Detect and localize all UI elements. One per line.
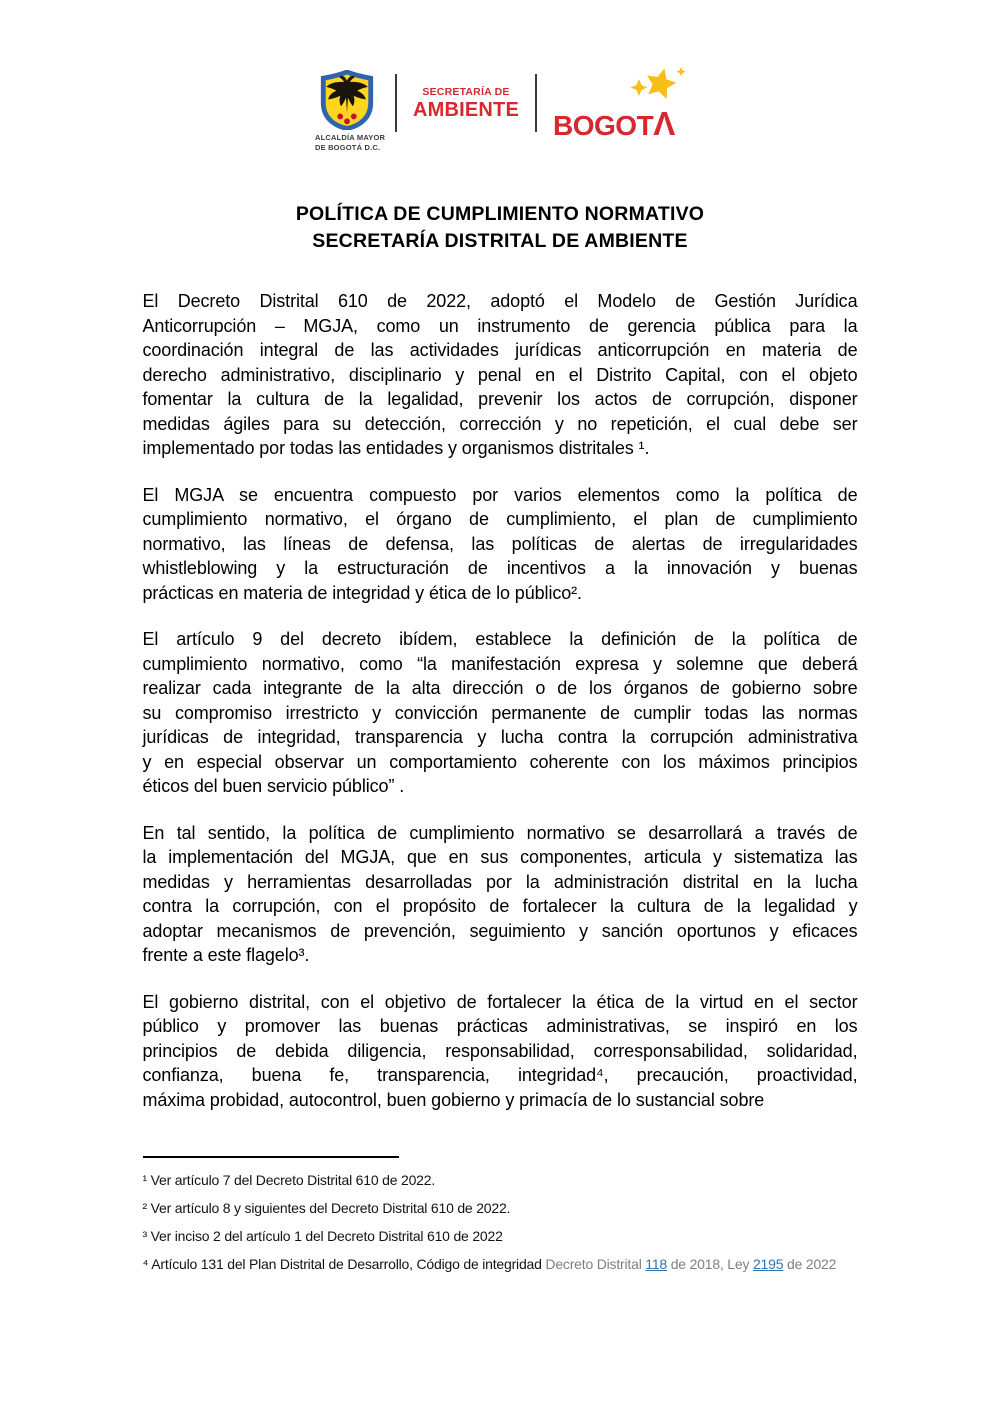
footnote-text: Decreto Distrital — [545, 1256, 646, 1273]
page-title-line2: SECRETARÍA DISTRITAL DE AMBIENTE — [312, 230, 688, 253]
logo-divider — [535, 74, 537, 132]
footnote-text: ¹ Ver artículo 7 del Decreto Distrital 610 de 2022. — [142, 1172, 436, 1189]
paragraph-line: medidas ágiles para su detección, corrección y no repetición, el cual debe ser — [142, 413, 858, 434]
bogota-lambda-glyph: Λ — [653, 105, 676, 142]
paragraph-line: la implementación del MGJA, que en sus componentes, articula y sistematiza las — [142, 847, 858, 868]
paragraph-line: Anticorrupción – MGJA, como un instrumento de gerencia pública para la — [142, 315, 858, 336]
page-title-line1: POLÍTICA DE CUMPLIMIENTO NORMATIVO — [295, 203, 705, 226]
paragraph-line: El MGJA se encuentra compuesto por varios elementos como la política de — [142, 484, 858, 505]
secretaria-label-top: SECRETARÍA DE — [422, 86, 510, 98]
paragraph-line: adoptar mecanismos de prevención, seguimiento y sanción oportunos y eficaces — [142, 920, 858, 941]
paragraph-line: cumplimiento normativo, como “la manifestación expresa y solemne que deberá — [142, 653, 858, 674]
paragraph-line: su compromiso irrestricto y convicción permanente de cumplir todas las normas — [142, 702, 858, 723]
paragraph-line: confianza, buena fe, transparencia, integridad⁴, precaución, proactividad, — [142, 1065, 858, 1086]
paragraph-line: éticos del buen servicio público” . — [142, 776, 405, 797]
paragraph — [143, 627, 858, 799]
footnote — [143, 1222, 858, 1250]
bogota-logo — [553, 66, 685, 142]
paragraph-line: implementado por todas las entidades y organismos distritales ¹. — [142, 438, 650, 459]
paragraph-line: medidas y herramientas desarrolladas por la administración distrital en la lucha — [142, 871, 858, 892]
paragraph-line: principios de debida diligencia, responsabilidad, corresponsabilidad, solidaridad, — [142, 1040, 858, 1061]
logo-divider — [395, 74, 397, 132]
paragraph — [143, 821, 858, 968]
paragraph — [143, 990, 858, 1113]
paragraph-line: contra la corrupción, con el propósito de fortalecer la cultura de la legalidad y — [142, 896, 858, 917]
paragraph-line: En tal sentido, la política de cumplimiento normativo se desarrollará a través de — [142, 822, 858, 843]
paragraph-line: cumplimiento normativo, el órgano de cumplimiento, el plan de cumplimiento — [142, 509, 858, 530]
footnote-text: ³ Ver inciso 2 del artículo 1 del Decreto Distrital 610 de 2022 — [142, 1228, 503, 1245]
paragraph-line: El gobierno distrital, con el objetivo de fortalecer la ética de la virtud en el sector — [142, 991, 858, 1012]
document-body — [143, 289, 858, 1112]
bogota-wordmark — [553, 107, 675, 140]
bogota-wordmark-text: BOGOT — [553, 110, 654, 141]
page-title — [0, 201, 1000, 255]
footnote — [143, 1250, 858, 1278]
footnotes-section — [143, 1156, 858, 1278]
paragraph-line: jurídicas de integridad, transparencia y lucha contra la corrupción administrativa — [142, 727, 858, 748]
paragraph-line: realizar cada integrante de la alta dirección o de los órganos de gobierno sobre — [142, 678, 858, 699]
secretaria-ambiente-logo — [413, 86, 519, 122]
alcaldia-caption-line2: DE BOGOTÁ D.C. — [314, 143, 381, 153]
paragraph-line: fomentar la cultura de la legalidad, prevenir los actos de corrupción, disponer — [142, 389, 858, 410]
footnote-text: de 2022 — [783, 1256, 837, 1273]
header-logo-group — [0, 0, 1000, 153]
footnote-link[interactable]: 118 — [645, 1256, 668, 1273]
coat-of-arms-icon — [319, 70, 375, 130]
alcaldia-caption-line1: ALCALDÍA MAYOR — [314, 133, 386, 142]
paragraph-line: y en especial observar un comportamiento coherente con los máximos principios — [142, 751, 858, 772]
alcaldia-logo — [314, 70, 386, 153]
footnote-text: de 2018, Ley — [667, 1256, 753, 1273]
paragraph-line: coordinación integral de las actividades jurídicas anticorrupción en materia de — [142, 340, 858, 361]
footnote-link[interactable]: 2195 — [752, 1256, 784, 1273]
paragraph-line: El artículo 9 del decreto ibídem, establece la definición de la política de — [142, 629, 858, 650]
paragraph-line: whistleblowing y la estructuración de incentivos a la innovación y buenas — [142, 558, 858, 579]
footnote-list — [143, 1166, 858, 1278]
paragraph-line: público y promover las buenas prácticas administrativas, se inspiró en los — [142, 1016, 858, 1037]
footnote — [143, 1194, 858, 1222]
paragraph-line: derecho administrativo, disciplinario y penal en el Distrito Capital, con el objeto — [142, 364, 858, 385]
paragraph — [143, 483, 858, 606]
footnote-separator — [143, 1156, 399, 1158]
footnote — [143, 1166, 858, 1194]
footnote-text: ⁴ Artículo 131 del Plan Distrital de Desarrollo, Código de integridad — [142, 1256, 546, 1273]
paragraph-line: frente a este flagelo³. — [142, 945, 310, 966]
paragraph-line: El Decreto Distrital 610 de 2022, adoptó el Modelo de Gestión Jurídica — [142, 291, 858, 312]
paragraph — [143, 289, 858, 461]
paragraph-line: prácticas en materia de integridad y ética de lo público². — [142, 582, 582, 603]
paragraph-line: máxima probidad, autocontrol, buen gobierno y primacía de lo sustancial sobre — [142, 1089, 765, 1110]
footnote-text: ² Ver artículo 8 y siguientes del Decreto Distrital 610 de 2022. — [142, 1200, 511, 1217]
paragraph-line: normativo, las líneas de defensa, las políticas de alertas de irregularidades — [142, 533, 858, 554]
secretaria-label-bottom: AMBIENTE — [412, 99, 520, 121]
star-icon — [623, 66, 687, 108]
